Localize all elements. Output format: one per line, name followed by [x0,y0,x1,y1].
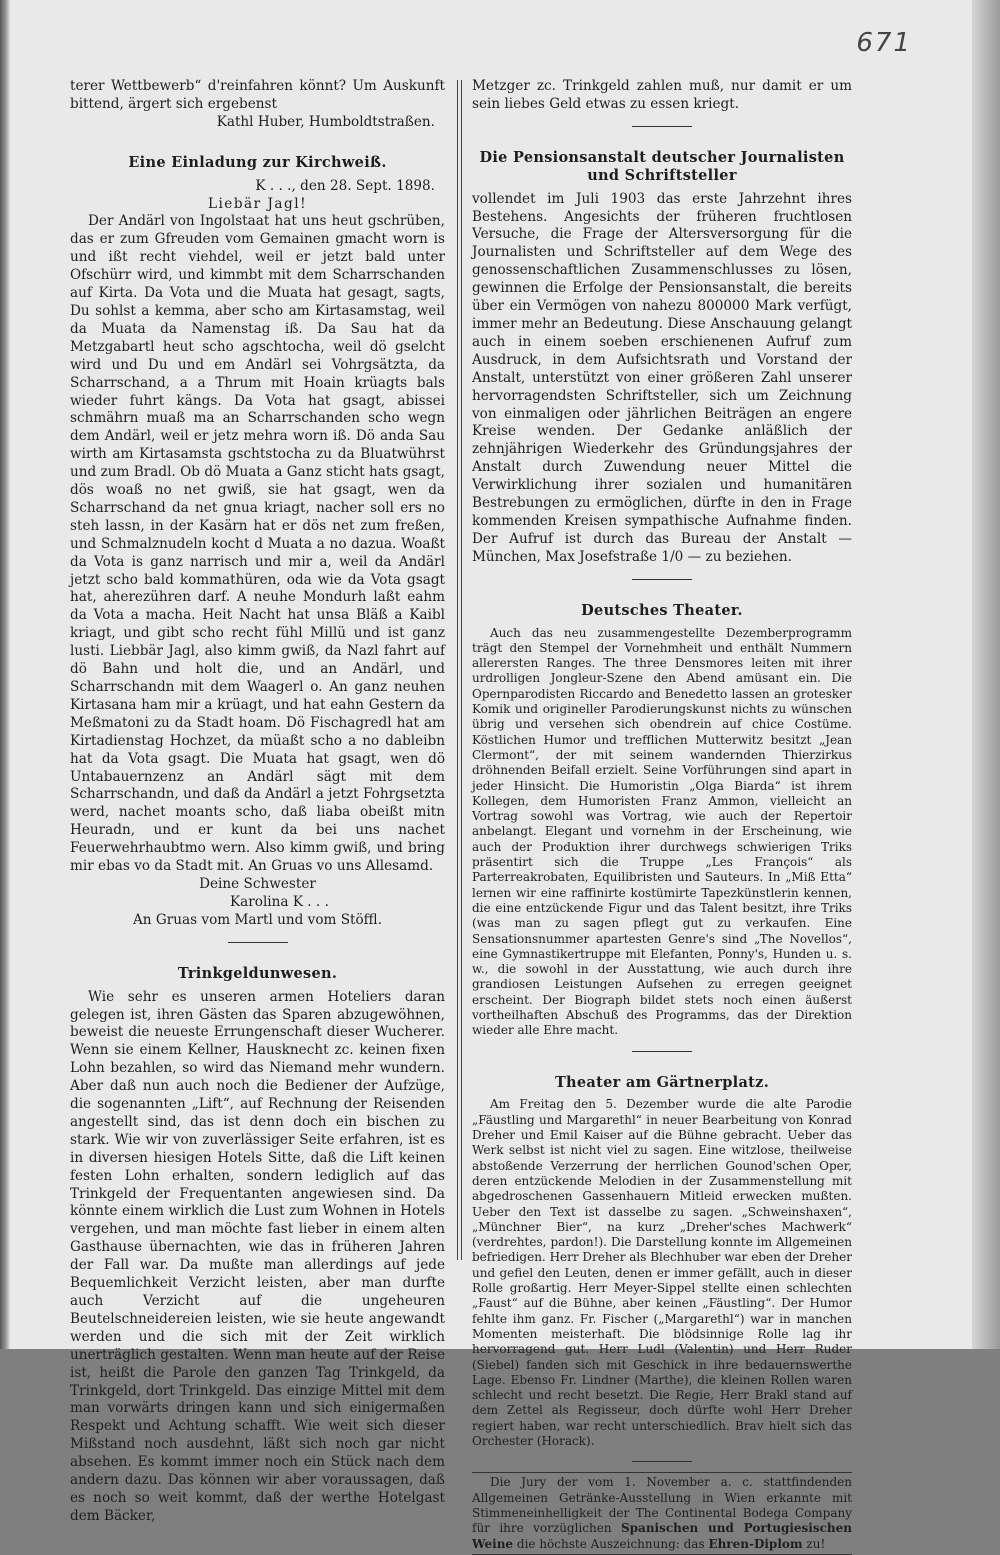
page-number: 671 [856,28,912,58]
article-trinkgeld-body: Wie sehr es unseren armen Hoteliers daran gelegen ist, ihren Gästen das Sparen abzugewöhnen, beweist die neueste Errungenschaft dieser Wucherer. Wenn sie einem Kellner, Hausknecht zc. keinen fixen Lohn bezahlen, so wird das Niemand mehr wundern. Aber daß nun auch noch die Bediener der Aufzüge, die sogenannten „Lift“, auf Rechnung der Reisenden angestellt sind, das ist denn doch ein bischen zu stark. Wie wir von zuverlässiger Seite erfahren, ist es in diversen hiesigen Hotels Sitte, daß die Lift keinen festen Lohn erhalten, sondern lediglich auf das Trinkgeld der Frequentanten angewiesen sind. Da könnte einem wirklich die Lust zum Wohnen in Hotels vergehen, und man möchte fast lieber in einem alten Gasthause übernachten, wie das in früheren Jahren der Fall war. Da mußte man allerdings auf jede Bequemlichkeit Verzicht leisten, aber man durfte auch Verzicht auf die ungeheuren Beutelschneidereien leisten, wie sie heute angewandt werden und die sich mit der Zeit wirklich unerträglich gestalten. Wenn man heute auf der Reise ist, heißt die Parole den ganzen Tag Trinkgeld, da Trinkgeld, dort Trinkgeld. Das einzige Mittel mit dem man vorwärts dringen kann und sich einigermaßen Respekt und Achtung schafft. Wie weit sich dieser Mißstand noch ausdehnt, läßt sich noch gar nicht absehen. Es kommt immer noch ein Stück nach dem andern dazu. Das können wir aber voraussagen, daß es noch so weit kommt, daß der werthe Hotelgast dem Bäcker, [70,988,445,1524]
right-column [472,78,852,1555]
scan-page-edge [972,0,1000,1349]
article-kirchweih-dateline: K . . ., den 28. Sept. 1898. [255,177,435,194]
left-top-text: terer Wettbewerb“ d'reinfahren könnt? Um Auskunft bittend, ärgert sich ergebenst [70,78,445,112]
article-kirchweih-closing: Deine Schwester [199,875,316,892]
article-kirchweih-body: Der Andärl von Ingolstaat hat uns heut gschrüben, das er zum Gfreuden vom Gemainen gmacht worn is und ißt recht viehdel, weil er jetzt bald unter Ofschürr wird, und kimmbt mit dem Scharrschanden auf Kirta. Da Vota und die Muata hat gesagt, sagts, Du sohlst a kemma, aber scho am Kirtasamstag, weil da Muata da Namenstag iß. Da Sau hat da Metzgabartl heut scho agschtocha, weil dö gselcht wird und Du und em Andärl sei Vohrgsätzta, da Scharrschand, a a Thrum mit Hoain krüagts bals wieder fuhrt kängs. Da Vota hat gsagt, abissei schmährn muaß ma an Scharrschanden scho wegn dem Andärl, weil er jetz mehra worn iß. Dö anda Sau wirth am Kirtasamsta gschtstocha zu da Bluatwührst und zum Bradl. Ob dö Muata a Ganz sticht hats gsagt, dös woaß no net gwiß, sie hat gsagt, wen da Scharrschand da net gnua kriagt, nacher soll ers no steh lassn, in der Kasärn hat er dös net zum freßen, und Schmalznudeln kocht d Muata a no dazua. Woaßt da Vota is ganz narrisch und mir a, weil da Andärl jetzt scho bald kommathüren, oda wie da Vota gsagt hat, aherezühren darf. A neuhe Mondurh laßt eahm da Vota a macha. Heit Nacht hat unsa Bläß a Kaibl kriagt, und gibt scho recht fühl Millü und ist ganz lusti. Liebbär Jagl, also kimm gwiß, da Nazl fahrt auf dö Bahn und holt die, und an Andärl, und Scharrschandn mit dem Waagerl o. An ganz neuhen Kirtasana ham mir a krüagt, und hat eahn Gestern da Meßmatoni zu da Stadt hoam. Dö Fischagredl hat am Kirtadienstag Hochzet, da müaßt scho a no dableibn hat da Vota gsagt. Die Muata hat gsagt, wen dö Untabauernzenz an Andärl sägt mit dem Scharrschandn, und daß da Andärl a jetzt Fohrgsetzta werd, nachet moants scho, daß liaba obeißt mitn Heuradn, und er kunt da bei uns nachet Feuerwehrhaubtmo wern. Also kimm gwiß, und bring mir ebas vo da Stadt mit. An Gruas vo uns Allesamd. [70,213,445,875]
separator-rule [228,942,288,943]
wine-award-notice [472,1472,852,1554]
article-gaertnerplatz-title: Theater am Gärtnerplatz. [554,1073,770,1091]
separator-rule [632,1461,692,1462]
article-pensionsanstalt-body: vollendet im Juli 1903 das erste Jahrzehnt ihres Bestehens. Angesichts der früheren fruchtlosen Versuche, die Frage der Altersversorgung für die Journalisten und Schriftsteller auf dem Wege des genossenschaftlichen Zusammenschlusses zu lösen, gewinnen die Erfolge der Pensionsanstalt, die bereits über ein Vermögen von nahezu 800000 Mark verfügt, immer mehr an Bedeutung. Diese Anschauung gelangt auch in einem soeben erschienenen Aufruf zum Ausdruck, in dem Aufsichtsrath und Vorstand der Anstalt, unterstützt von einer größeren Zahl unserer hervorragendsten Schriftsteller, sich um Zeichnung von einmaligen oder jährlichen Beiträgen an engere Kreise wenden. Der Gedanke anläßlich der zehnjährigen Wiederkehr des Gründungsjahres der Anstalt durch Zuwendung neuer Mittel die Verwirklichung ihrer sozialen und humanitären Bestrebungen zu ermöglichen, dürfte in den in Frage kommenden Kreisen sympathische Aufnahme finden. Der Aufruf ist durch das Bureau der Anstalt — München, Max Josefstraße 1/0 — zu beziehen. [472,190,852,565]
column-divider-second [461,80,462,1260]
notice-text-mid: die höchste Auszeichnung: das [516,1536,705,1551]
column-divider [457,80,458,1260]
article-pensionsanstalt-title: Die Pensionsanstalt deutscher Journalisten und Schriftsteller [479,148,845,184]
article-gaertnerplatz-body: Am Freitag den 5. Dezember wurde die alte Parodie „Fäustling und Margarethl“ in neuer Bearbeitung von Konrad Dreher und Emil Kaiser auf die Bühne gebracht. Ueber das Werk selbst ist nicht viel zu sagen. Eine witzlose, theilweise abstoßende Verzerrung der herrlichen Gounod'schen Oper, deren entzückende Melodien in der Zusammenstellung mit abgedroschenen Gassenhauern Mitleid erwecken mußten. Ueber den Text ist dasselbe zu sagen. „Schweinshaxen“, „Münchner Bier“, na kurz „Dreher'sches Machwerk“ (verdrehtes, pardon!). Die Darstellung konnte im Allgemeinen befriedigen. Herr Dreher als Blechhuber war eben der Dreher und gefiel den Leuten, denen er immer gefällt, auch in dieser Rolle großartig. Herr Meyer-Sippel stellte einen schlechten „Faust“ auf die Bühne, aber keinen „Fäustling“. Der Humor fehlte ihm ganz. Fr. Fischer („Margarethl“) war in manchen Momenten meisterhaft. Die blödsinnige Rolle lag ihr hervorragend gut. Herr Ludl (Valentin) und Herr Ruder (Siebel) fanden sich mit Geschick in ihre bedauernswerthe Lage. Ebenso Fr. Lindner (Marthe), die kleinen Rollen waren schlecht und recht besetzt. Die Regie, Herr Brakl stand auf dem Zettel als Regisseur, doch dürfte wohl Herr Dreher regiert haben, war recht unterschiedlich. Brav hielt sich das Orchester (Horack). [472,1097,852,1449]
notice-emphasis: Spanischen und Portugiesischen Weine [472,1521,852,1551]
article-trinkgeld-title: Trinkgeldunwesen. [177,964,338,982]
article-kirchweih-salutation: Liebär Jagl! [207,195,308,212]
article-kirchweih-signature: Karolina K . . . [230,893,329,910]
separator-rule [632,126,692,127]
notice-text-end: zu! [806,1536,826,1551]
binding-gutter [0,0,10,1349]
left-column [70,78,445,1526]
left-top-signature: Kathl Huber, Humboldtstraßen. [216,113,435,130]
separator-rule [632,579,692,580]
article-deutsches-theater-title: Deutsches Theater. [581,601,743,619]
article-kirchweih-postscript: An Gruas vom Martl und vom Stöffl. [132,911,383,928]
article-kirchweih-title: Eine Einladung zur Kirchweiß. [128,153,387,171]
article-deutsches-theater-body: Auch das neu zusammengestellte Dezemberprogramm trägt den Stempel der Vornehmheit und enthält Nummern allerersten Ranges. The three Densmores leiten mit ihrer urdrolligen Jongleur-Szene den Abend amüsant ein. Die Opernparodisten Riccardo and Benedetto lassen an grotesker Komik und origineller Parodierungskunst nichts zu wünschen übrig und versehen sich obendrein auf chice Costüme. Köstlichen Humor und trefflichen Mutterwitz besitzt „Jean Clermont“, der mit seinem wandernden Thierzirkus dröhnenden Beifall erzielt. Seine Vorführungen sind apart in jeder Hinsicht. Die Humoristin „Olga Biarda“ ist ihrem Kollegen, dem Humoristen Franz Ammon, vielleicht an Vortrag sowohl was Vortrag, wie auch der Repertoir anbelangt. Elegant und vornehm in der Erscheinung, wie auch der Produktion ihrer durchwegs schwierigen Triks präsentirt sich die Truppe „Les François“ als Parterreakrobaten, Equilibristen und Sauteurs. In „Miß Etta“ lernen wir eine raffinirte kostümirte Tapezkünstlerin kennen, die eine entzückende Figur und das Talent besitzt, ihre Triks (was man zu sagen pflegt gut zu verkaufen. Eine Sensationsnummer apartesten Genre's sind „The Novellos“, eine Gymnastikertruppe mit Elefanten, Ponny's, Hunden u. s. w., die sowohl in der Ausstattung, wie auch durch ihre grandiosen Leistungen Aufsehen zu erregen geeignet erscheint. Der Biograph bildet stets noch einen äußerst vortheilhaften Abschuß des Programms, das der Direktion wieder alle Ehre macht. [472,625,852,1038]
right-top-text: Metzger zc. Trinkgeld zahlen muß, nur damit er um sein liebes Geld etwas zu essen kriegt. [472,78,852,112]
separator-rule [632,1051,692,1052]
notice-text-start: Die Jury der vom 1. November a. c. stattfindenden Allgemeinen Getränke-Ausstellung in Wien erkannte mit Stimmeneinhelligkeit der The Continental Bodega Company für ihre vorzüglichen [472,1475,852,1536]
notice-award: Ehren-Diplom [708,1536,803,1551]
